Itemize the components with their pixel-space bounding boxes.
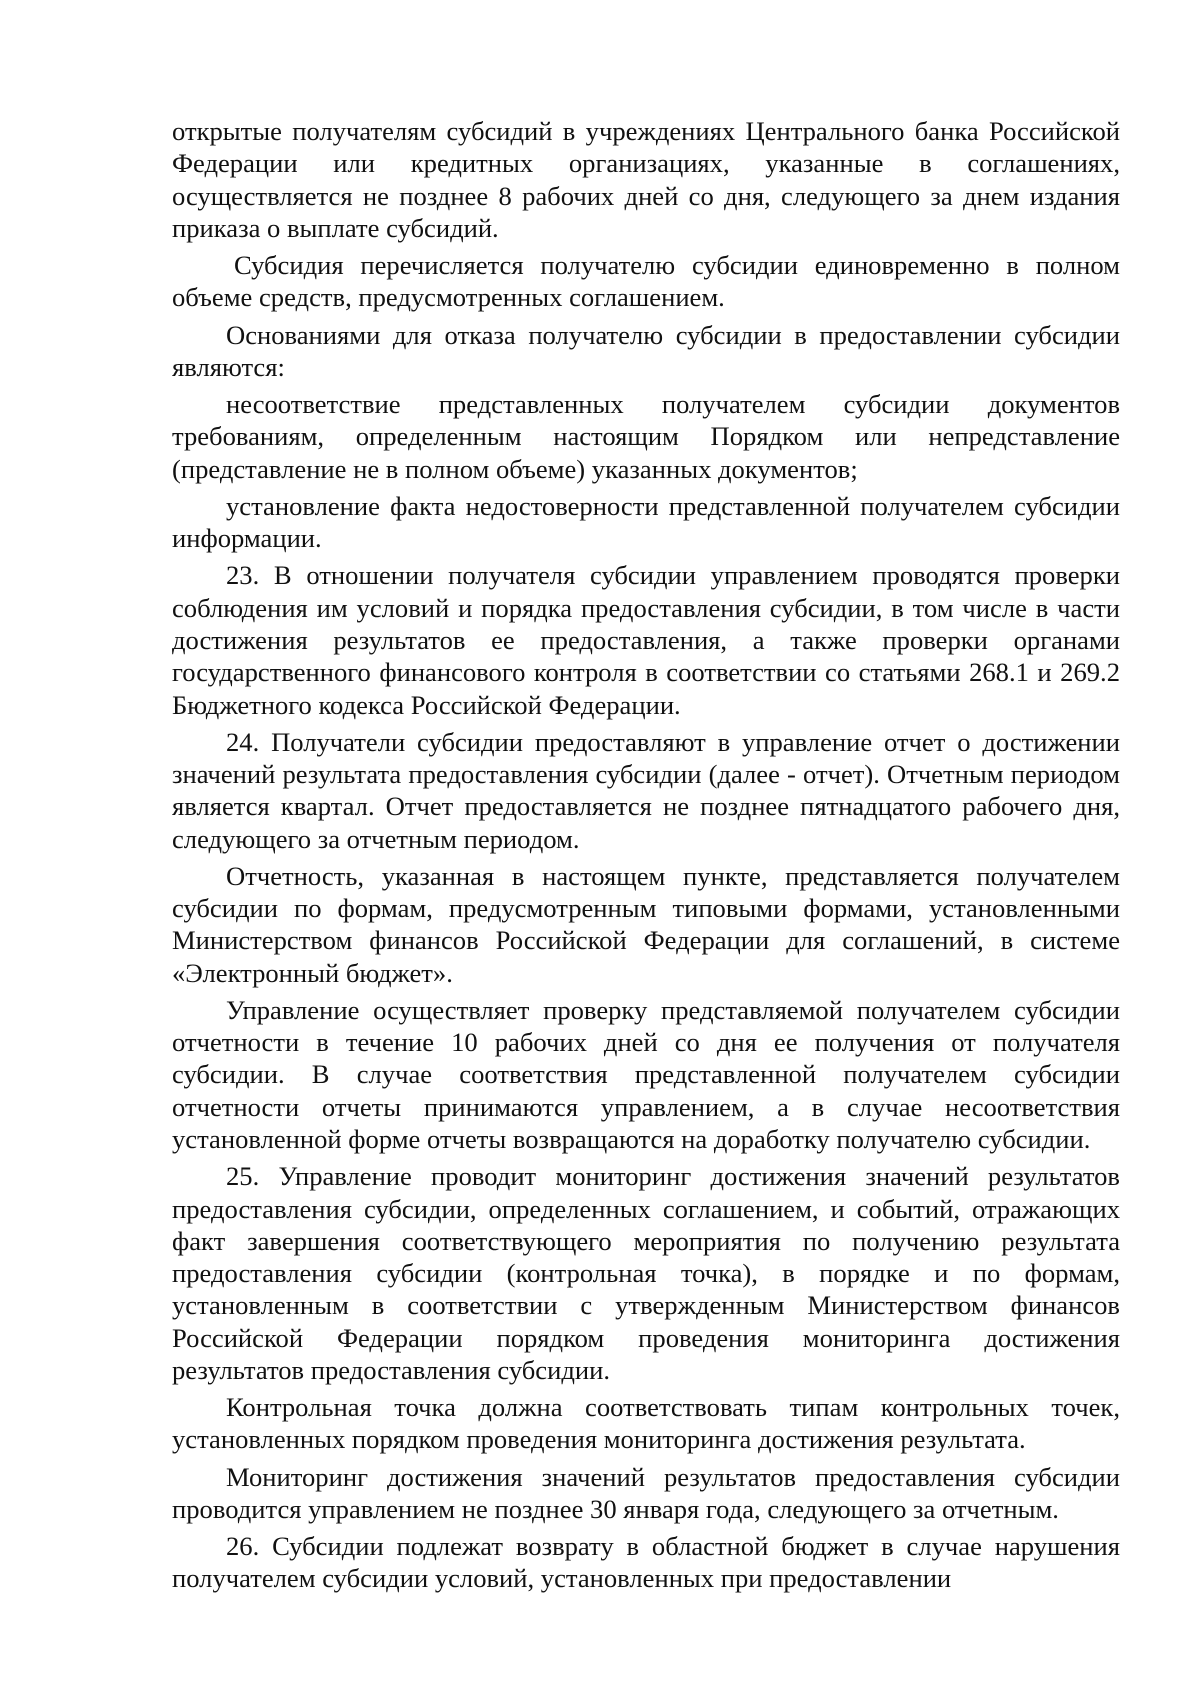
paragraph-23: 23. В отношении получателя субсидии управлением проводятся проверки соблюдения им условий и порядка предоставления субсидии, в том числе в части достижения результатов ее предоставления, а также проверки органами государственного финансового контроля в соответствии со статьями 268.1 и 269.2 Бюджетного кодекса Российской Федерации. [172, 560, 1120, 720]
paragraph-24: 24. Получатели субсидии предоставляют в управление отчет о достижении значений результата предоставления субсидии (далее - отчет). Отчетным периодом является квартал. Отчет предоставляется не позднее пятнадцатого рабочего дня, следующего за отчетным периодом. [172, 726, 1120, 854]
document-page [172, 115, 1120, 1600]
paragraph-26: 26. Субсидии подлежат возврату в областной бюджет в случае нарушения получателем субсидии условий, установленных при предоставлении [172, 1531, 1120, 1594]
paragraph-refusal-inaccuracy: установление факта недостоверности представленной получателем субсидии информации. [172, 490, 1120, 554]
paragraph-subsidy-transfer: Субсидия перечисляется получателю субсидии единовременно в полном объеме средств, предусмотренных соглашением. [172, 250, 1120, 313]
paragraph-control-point: Контрольная точка должна соответствовать типам контрольных точек, установленных порядком проведения мониторинга достижения результата. [172, 1392, 1120, 1455]
paragraph-25: 25. Управление проводит мониторинг достижения значений результатов предоставления субсидии, определенных соглашением, и событий, отражающих факт завершения соответствующего мероприятия по получению результата предоставления субсидии (контрольная точка), в порядке и по формам, установленным в соответствии с утвержденным Министерством финансов Российской Федерации порядком проведения мониторинга достижения результатов предоставления субсидии. [172, 1161, 1120, 1385]
paragraph-continuation: открытые получателям субсидий в учреждениях Центрального банка Российской Федерации или кредитных организациях, указанные в соглашениях, осуществляется не позднее 8 рабочих дней со дня, следующего за днем издания приказа о выплате субсидий. [172, 116, 1120, 243]
paragraph-refusal-grounds: Основаниями для отказа получателю субсидии в предоставлении субсидии являются: [172, 319, 1120, 382]
paragraph-monitoring-deadline: Мониторинг достижения значений результатов предоставления субсидии проводится управлением не позднее 30 января года, следующего за отчетным. [172, 1461, 1120, 1524]
paragraph-refusal-nonconformity: несоответствие представленных получателем субсидии документов требованиям, определенным настоящим Порядком или непредставление (представление не в полном объеме) указанных документов; [172, 389, 1120, 484]
paragraph-report-check: Управление осуществляет проверку представляемой получателем субсидии отчетности в течение 10 рабочих дней со дня ее получения от получателя субсидии. В случае соответствия представленной получателем субсидии отчетности отчеты принимаются управлением, а в случае несоответствия установленной форме отчеты возвращаются на доработку получателю субсидии. [172, 994, 1120, 1155]
paragraph-reporting-forms: Отчетность, указанная в настоящем пункте, представляется получателем субсидии по формам, предусмотренным типовыми формами, установленными Министерством финансов Российской Федерации для соглашений, в системе «Электронный бюджет». [172, 860, 1120, 988]
